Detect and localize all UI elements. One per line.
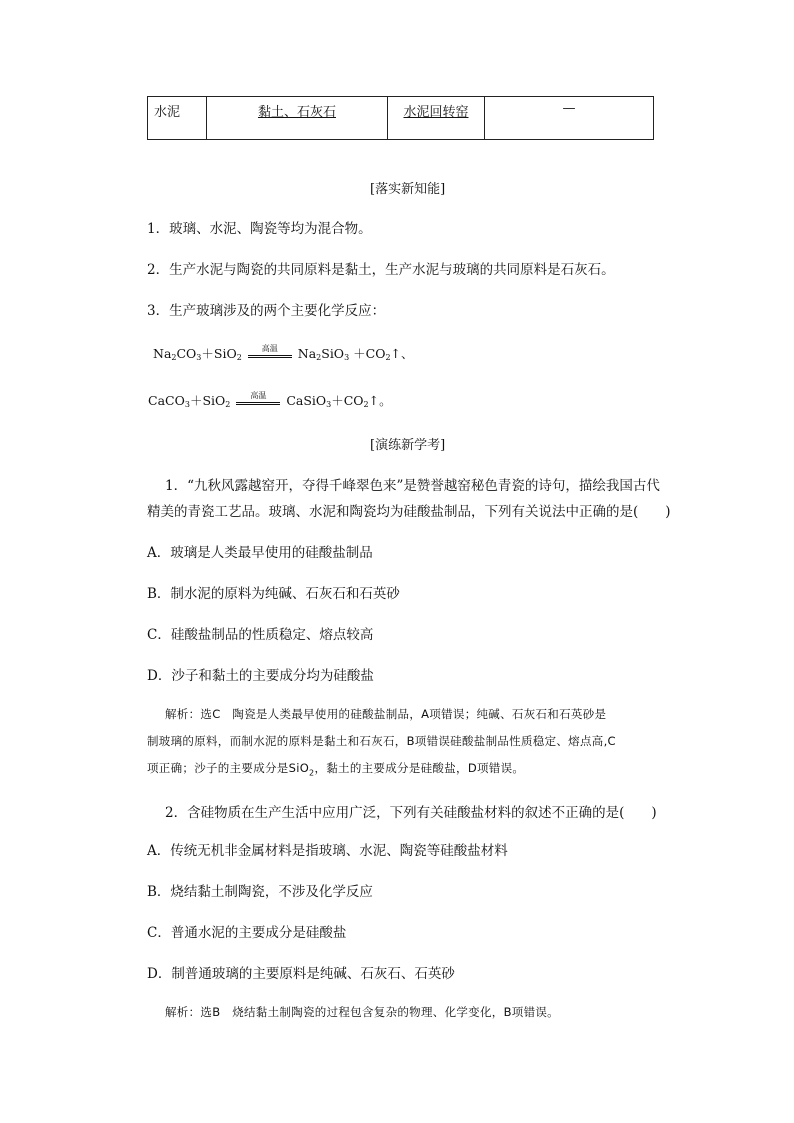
table-cell-materials [207,97,388,140]
equation-1: $Na_2CO_3+SiO_2$ 高温 $Na_2SiO_3$ $+CO_2↑$、 [153,344,414,362]
knowledge-item-1: 1．玻璃、水泥、陶瓷等均为混合物。 [147,221,372,237]
equipment-text: 水泥回转窑 [403,105,469,120]
table-cell-name: 水泥 [148,97,207,140]
q1-option-b: B．制水泥的原料为纯碱、石灰石和石英砂 [147,586,400,602]
equation-2: CaCO$_3$＋SiO$_2$ 高温 $CaSiO_3+CO_2↑$。 [148,391,392,409]
table-cell-other: — [485,97,654,140]
table-cell-equipment [388,97,485,140]
q2-analysis: 解析：选B 烧结黏土制陶瓷的过程包含复杂的物理、化学变化，B项错误。 [165,1005,559,1019]
q1-stem-line1: 1．“九秋风露越窑开，夺得千峰翠色来”是赞誉越窑秘色青瓷的诗句，描绘我国古代 [165,478,660,494]
q1-option-a: A．玻璃是人类最早使用的硅酸盐制品 [147,545,373,561]
reaction-arrow: 高温 [248,352,292,358]
section-title-knowledge: [落实新知能] [370,182,446,197]
q1-analysis-line3: 项正确；沙子的主要成分是SiO$_2$，黏土的主要成分是硅酸盐，D项错误。 [147,761,525,778]
table-row [148,97,654,140]
q1-analysis-line1: 解析：选C 陶瓷是人类最早使用的硅酸盐制品，A项错误；纯碱、石灰石和石英砂是 [165,707,607,721]
materials-text: 黏土、石灰石 [257,105,336,120]
q1-option-d: D．沙子和黏土的主要成分均为硅酸盐 [147,668,374,684]
q2-option-a: A．传统无机非金属材料是指玻璃、水泥、陶瓷等硅酸盐材料 [147,843,508,859]
section-title-practice: [演练新学考] [370,438,446,453]
q1-analysis-line2: 制玻璃的原料，而制水泥的原料是黏土和石灰石，B项错误硅酸盐制品性质稳定、熔点高,C [147,734,616,748]
q2-option-d: D．制普通玻璃的主要原料是纯碱、石灰石、石英砂 [147,966,455,982]
q2-option-c: C．普通水泥的主要成分是硅酸盐 [147,925,347,941]
knowledge-item-2: 2．生产水泥与陶瓷的共同原料是黏土，生产水泥与玻璃的共同原料是石灰石。 [147,262,615,278]
q1-stem-line2: 精美的青瓷工艺品。玻璃、水泥和陶瓷均为硅酸盐制品，下列有关说法中正确的是( ) [147,504,671,520]
q1-option-c: C．硅酸盐制品的性质稳定、熔点较高 [147,627,374,643]
materials-table [147,96,654,140]
q2-stem: 2．含硅物质在生产生活中应用广泛，下列有关硅酸盐材料的叙述不正确的是( ) [165,805,657,821]
knowledge-item-3: 3．生产玻璃涉及的两个主要化学反应： [147,303,386,319]
q2-option-b: B．烧结黏土制陶瓷，不涉及化学反应 [147,884,373,900]
reaction-arrow: 高温 [236,399,280,405]
